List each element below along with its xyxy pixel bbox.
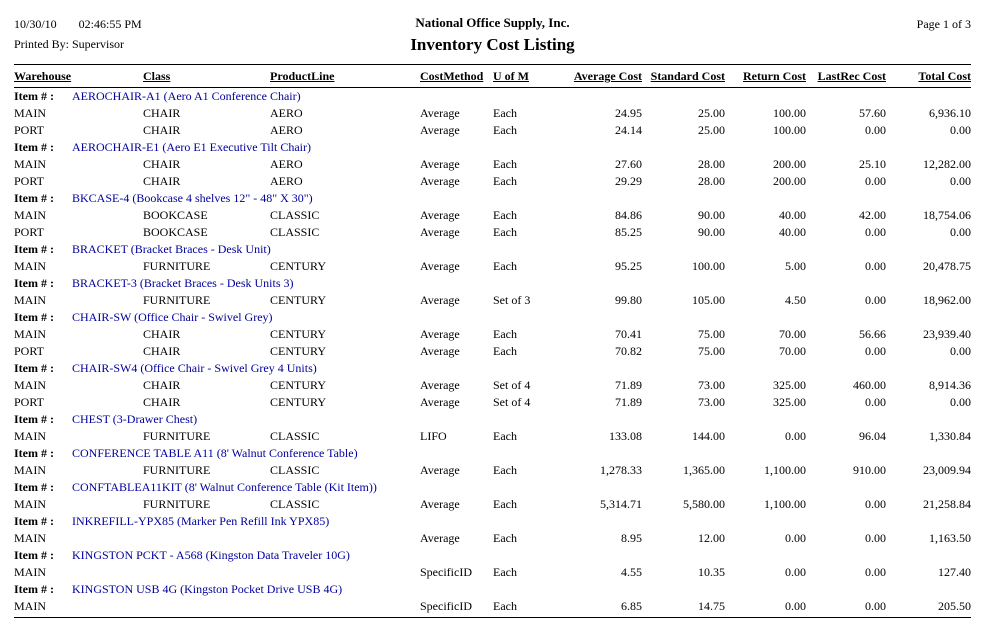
- item-code-link[interactable]: AEROCHAIR-E1 (Aero E1 Executive Tilt Chair): [72, 140, 311, 154]
- cell-cost-method: Average: [420, 174, 460, 188]
- cell-standard-cost: 25.00: [698, 106, 725, 120]
- cell-standard-cost: 28.00: [698, 157, 725, 171]
- warehouse-detail-row: [14, 173, 971, 190]
- cell-class: CHAIR: [143, 344, 181, 358]
- cell-cost-method: Average: [420, 293, 460, 307]
- col-header-return-cost: Return Cost: [743, 69, 806, 83]
- warehouse-detail-row: [14, 207, 971, 224]
- cell-cost-method: Average: [420, 327, 460, 341]
- cell-warehouse: PORT: [14, 174, 44, 188]
- warehouse-detail-row: [14, 224, 971, 241]
- cell-product-line: CENTURY: [270, 395, 327, 409]
- cell-warehouse: MAIN: [14, 106, 46, 120]
- report-date: 10/30/10: [14, 17, 57, 31]
- date-time-line: [14, 14, 264, 34]
- cell-total-cost: 18,754.06: [923, 208, 971, 222]
- cell-product-line: CLASSIC: [270, 208, 320, 222]
- warehouse-detail-row: [14, 496, 971, 513]
- cell-average-cost: 71.89: [615, 378, 642, 392]
- cell-average-cost: 6.85: [621, 599, 642, 613]
- cell-cost-method: Average: [420, 378, 460, 392]
- cell-class: CHAIR: [143, 157, 181, 171]
- item-number-label: Item # :: [14, 191, 54, 205]
- cell-standard-cost: 1,365.00: [683, 463, 725, 477]
- cell-last-rec-cost: 460.00: [853, 378, 886, 392]
- cell-warehouse: MAIN: [14, 565, 46, 579]
- cell-uom: Each: [493, 565, 517, 579]
- cell-last-rec-cost: 57.60: [859, 106, 886, 120]
- cell-standard-cost: 73.00: [698, 395, 725, 409]
- cell-warehouse: MAIN: [14, 327, 46, 341]
- cell-cost-method: Average: [420, 208, 460, 222]
- cell-total-cost: 18,962.00: [923, 293, 971, 307]
- cell-average-cost: 5,314.71: [600, 497, 642, 511]
- report-time: 02:46:55 PM: [78, 17, 142, 31]
- footer-divider: [14, 617, 971, 618]
- cell-uom: Each: [493, 225, 517, 239]
- cell-return-cost: 0.00: [785, 531, 806, 545]
- cell-cost-method: SpecificID: [420, 565, 472, 579]
- cell-return-cost: 0.00: [785, 429, 806, 443]
- cell-warehouse: MAIN: [14, 599, 46, 613]
- item-number-label: Item # :: [14, 412, 54, 426]
- cell-last-rec-cost: 0.00: [865, 395, 886, 409]
- report-table-body: [14, 88, 971, 616]
- cell-product-line: [270, 598, 420, 615]
- item-code-link[interactable]: BRACKET (Bracket Braces - Desk Unit): [72, 242, 271, 256]
- cell-warehouse: MAIN: [14, 259, 46, 273]
- cell-total-cost: 21,258.84: [923, 497, 971, 511]
- cell-last-rec-cost: 0.00: [865, 259, 886, 273]
- cell-return-cost: 0.00: [785, 565, 806, 579]
- cell-return-cost: 70.00: [779, 327, 806, 341]
- col-header-class: Class: [143, 69, 171, 83]
- item-row: [14, 479, 971, 496]
- cell-return-cost: 5.00: [785, 259, 806, 273]
- cell-warehouse: MAIN: [14, 157, 46, 171]
- warehouse-detail-row: [14, 428, 971, 445]
- cell-total-cost: 127.40: [938, 565, 971, 579]
- warehouse-detail-row: [14, 564, 971, 581]
- cell-class: CHAIR: [143, 174, 181, 188]
- warehouse-detail-row: [14, 156, 971, 173]
- item-code-link[interactable]: CHAIR-SW (Office Chair - Swivel Grey): [72, 310, 273, 324]
- warehouse-detail-row: [14, 598, 971, 615]
- cell-standard-cost: 75.00: [698, 344, 725, 358]
- cell-uom: Each: [493, 123, 517, 137]
- cell-product-line: CLASSIC: [270, 225, 320, 239]
- cell-last-rec-cost: 0.00: [865, 174, 886, 188]
- cell-uom: Each: [493, 208, 517, 222]
- company-name: National Office Supply, Inc.: [415, 15, 570, 30]
- cell-cost-method: LIFO: [420, 429, 447, 443]
- cell-cost-method: Average: [420, 123, 460, 137]
- cell-average-cost: 71.89: [615, 395, 642, 409]
- cell-average-cost: 70.82: [615, 344, 642, 358]
- cell-uom: Set of 4: [493, 395, 531, 409]
- cell-standard-cost: 75.00: [698, 327, 725, 341]
- cell-last-rec-cost: 0.00: [865, 497, 886, 511]
- cell-warehouse: MAIN: [14, 497, 46, 511]
- cell-return-cost: 70.00: [779, 344, 806, 358]
- cell-uom: Set of 4: [493, 378, 531, 392]
- cell-cost-method: Average: [420, 259, 460, 273]
- cell-last-rec-cost: 42.00: [859, 208, 886, 222]
- item-code-link[interactable]: BKCASE-4 (Bookcase 4 shelves 12" - 48" X 30"): [72, 191, 313, 205]
- cell-total-cost: 0.00: [950, 225, 971, 239]
- cell-uom: Set of 3: [493, 293, 531, 307]
- cell-total-cost: 8,914.36: [929, 378, 971, 392]
- cell-class: FURNITURE: [143, 429, 211, 443]
- cell-class: [143, 530, 270, 547]
- cell-average-cost: 24.14: [615, 123, 642, 137]
- cell-class: FURNITURE: [143, 463, 211, 477]
- cell-warehouse: PORT: [14, 395, 44, 409]
- warehouse-detail-row: [14, 530, 971, 547]
- cell-product-line: CLASSIC: [270, 463, 320, 477]
- cell-average-cost: 8.95: [621, 531, 642, 545]
- warehouse-detail-row: [14, 105, 971, 122]
- cell-product-line: [270, 530, 420, 547]
- cell-return-cost: 1,100.00: [764, 463, 806, 477]
- cell-return-cost: 0.00: [785, 599, 806, 613]
- cell-total-cost: 0.00: [950, 174, 971, 188]
- cell-return-cost: 100.00: [773, 123, 806, 137]
- cell-product-line: CLASSIC: [270, 429, 320, 443]
- cell-standard-cost: 5,580.00: [683, 497, 725, 511]
- report-header: [14, 14, 971, 56]
- warehouse-detail-row: [14, 122, 971, 139]
- warehouse-detail-row: [14, 258, 971, 275]
- cell-cost-method: Average: [420, 225, 460, 239]
- cell-return-cost: 200.00: [773, 157, 806, 171]
- cell-product-line: CENTURY: [270, 259, 327, 273]
- cell-product-line: CLASSIC: [270, 497, 320, 511]
- cell-total-cost: 0.00: [950, 344, 971, 358]
- col-header-last-rec-cost: LastRec Cost: [817, 69, 886, 83]
- cell-last-rec-cost: 910.00: [853, 463, 886, 477]
- cell-cost-method: Average: [420, 463, 460, 477]
- cell-standard-cost: 90.00: [698, 208, 725, 222]
- cell-class: [143, 564, 270, 581]
- cell-cost-method: Average: [420, 531, 460, 545]
- cell-total-cost: 12,282.00: [923, 157, 971, 171]
- cell-product-line: AERO: [270, 123, 303, 137]
- column-header-row: [14, 65, 971, 88]
- item-row: [14, 513, 971, 530]
- cell-uom: Each: [493, 344, 517, 358]
- cell-return-cost: 40.00: [779, 225, 806, 239]
- cell-uom: Each: [493, 497, 517, 511]
- cell-class: CHAIR: [143, 395, 181, 409]
- cell-return-cost: 40.00: [779, 208, 806, 222]
- item-code-link[interactable]: AEROCHAIR-A1 (Aero A1 Conference Chair): [72, 89, 301, 103]
- cell-cost-method: Average: [420, 344, 460, 358]
- warehouse-detail-row: [14, 326, 971, 343]
- item-number-label: Item # :: [14, 310, 54, 324]
- cell-uom: Each: [493, 463, 517, 477]
- item-code-link[interactable]: INKREFILL-YPX85 (Marker Pen Refill Ink YPX85): [72, 514, 330, 528]
- item-number-label: Item # :: [14, 276, 54, 290]
- item-number-label: Item # :: [14, 446, 54, 460]
- cell-average-cost: 1,278.33: [600, 463, 642, 477]
- item-row: [14, 275, 971, 292]
- warehouse-detail-row: [14, 292, 971, 309]
- item-code-link[interactable]: KINGSTON USB 4G (Kingston Pocket Drive USB 4G): [72, 582, 343, 596]
- cell-class: FURNITURE: [143, 259, 211, 273]
- item-row: [14, 360, 971, 377]
- col-header-uom: U of M: [493, 69, 529, 83]
- header-center-block: [264, 14, 721, 56]
- cell-last-rec-cost: 0.00: [865, 531, 886, 545]
- item-code-link[interactable]: CHEST (3-Drawer Chest): [72, 412, 198, 426]
- cell-class: BOOKCASE: [143, 208, 208, 222]
- cell-product-line: [270, 564, 420, 581]
- cell-average-cost: 133.08: [609, 429, 642, 443]
- item-row: [14, 411, 971, 428]
- cell-uom: Each: [493, 327, 517, 341]
- cell-product-line: CENTURY: [270, 293, 327, 307]
- cell-last-rec-cost: 56.66: [859, 327, 886, 341]
- cell-standard-cost: 100.00: [692, 259, 725, 273]
- item-row: [14, 139, 971, 156]
- col-header-total-cost: Total Cost: [918, 69, 971, 83]
- cell-uom: Each: [493, 259, 517, 273]
- warehouse-detail-row: [14, 343, 971, 360]
- item-number-label: Item # :: [14, 480, 54, 494]
- item-code-link[interactable]: CONFERENCE TABLE A11 (8' Walnut Conference Table): [72, 446, 358, 460]
- cell-average-cost: 99.80: [615, 293, 642, 307]
- cell-uom: Each: [493, 429, 517, 443]
- cell-warehouse: MAIN: [14, 429, 46, 443]
- item-code-link[interactable]: KINGSTON PCKT - A568 (Kingston Data Traveler 10G): [72, 548, 350, 562]
- cell-product-line: CENTURY: [270, 378, 327, 392]
- cell-warehouse: PORT: [14, 225, 44, 239]
- item-row: [14, 309, 971, 326]
- item-code-link[interactable]: CONFTABLEA11KIT (8' Walnut Conference Table (Kit Item)): [72, 480, 377, 494]
- cell-class: FURNITURE: [143, 497, 211, 511]
- cell-product-line: AERO: [270, 157, 303, 171]
- cell-average-cost: 24.95: [615, 106, 642, 120]
- cell-total-cost: 1,330.84: [929, 429, 971, 443]
- cell-last-rec-cost: 96.04: [859, 429, 886, 443]
- warehouse-detail-row: [14, 377, 971, 394]
- page-number: Page 1 of 3: [916, 17, 971, 31]
- cell-warehouse: PORT: [14, 344, 44, 358]
- cell-standard-cost: 14.75: [698, 599, 725, 613]
- cell-class: FURNITURE: [143, 293, 211, 307]
- cell-return-cost: 4.50: [785, 293, 806, 307]
- item-row: [14, 445, 971, 462]
- cell-total-cost: 1,163.50: [929, 531, 971, 545]
- col-header-average-cost: Average Cost: [573, 69, 642, 83]
- cell-total-cost: 23,939.40: [923, 327, 971, 341]
- cell-average-cost: 27.60: [615, 157, 642, 171]
- cell-standard-cost: 28.00: [698, 174, 725, 188]
- cell-class: [143, 598, 270, 615]
- cell-product-line: CENTURY: [270, 344, 327, 358]
- col-header-cost-method: CostMethod: [420, 69, 484, 83]
- cell-warehouse: MAIN: [14, 378, 46, 392]
- cell-standard-cost: 144.00: [692, 429, 725, 443]
- warehouse-detail-row: [14, 462, 971, 479]
- cell-cost-method: Average: [420, 106, 460, 120]
- item-number-label: Item # :: [14, 582, 54, 596]
- item-row: [14, 190, 971, 207]
- col-header-product-line: ProductLine: [270, 69, 335, 83]
- item-row: [14, 241, 971, 258]
- cell-cost-method: Average: [420, 157, 460, 171]
- cell-last-rec-cost: 0.00: [865, 225, 886, 239]
- cell-warehouse: MAIN: [14, 531, 46, 545]
- cell-cost-method: Average: [420, 497, 460, 511]
- item-code-link[interactable]: CHAIR-SW4 (Office Chair - Swivel Grey 4 Units): [72, 361, 317, 375]
- col-header-warehouse: Warehouse: [14, 69, 72, 83]
- cell-uom: Each: [493, 531, 517, 545]
- cell-average-cost: 85.25: [615, 225, 642, 239]
- cell-total-cost: 20,478.75: [923, 259, 971, 273]
- item-number-label: Item # :: [14, 89, 54, 103]
- item-number-label: Item # :: [14, 242, 54, 256]
- cell-last-rec-cost: 0.00: [865, 123, 886, 137]
- cell-standard-cost: 105.00: [692, 293, 725, 307]
- cell-product-line: AERO: [270, 174, 303, 188]
- item-number-label: Item # :: [14, 140, 54, 154]
- cell-standard-cost: 73.00: [698, 378, 725, 392]
- col-header-standard-cost: Standard Cost: [650, 69, 725, 83]
- cell-total-cost: 6,936.10: [929, 106, 971, 120]
- cell-uom: Each: [493, 157, 517, 171]
- cell-average-cost: 29.29: [615, 174, 642, 188]
- cell-uom: Each: [493, 599, 517, 613]
- item-number-label: Item # :: [14, 548, 54, 562]
- cell-product-line: AERO: [270, 106, 303, 120]
- cell-return-cost: 200.00: [773, 174, 806, 188]
- cell-warehouse: MAIN: [14, 293, 46, 307]
- cell-last-rec-cost: 0.00: [865, 344, 886, 358]
- item-row: [14, 547, 971, 564]
- printed-by: Printed By: Supervisor: [14, 37, 124, 51]
- inventory-cost-table: [14, 65, 971, 615]
- cell-warehouse: MAIN: [14, 463, 46, 477]
- cell-total-cost: 205.50: [938, 599, 971, 613]
- cell-uom: Each: [493, 174, 517, 188]
- item-number-label: Item # :: [14, 361, 54, 375]
- cell-standard-cost: 10.35: [698, 565, 725, 579]
- cell-average-cost: 84.86: [615, 208, 642, 222]
- cell-class: CHAIR: [143, 378, 181, 392]
- cell-standard-cost: 25.00: [698, 123, 725, 137]
- cell-class: CHAIR: [143, 327, 181, 341]
- cell-return-cost: 100.00: [773, 106, 806, 120]
- cell-last-rec-cost: 0.00: [865, 565, 886, 579]
- cell-product-line: CENTURY: [270, 327, 327, 341]
- cell-standard-cost: 12.00: [698, 531, 725, 545]
- cell-warehouse: PORT: [14, 123, 44, 137]
- cell-cost-method: SpecificID: [420, 599, 472, 613]
- cell-last-rec-cost: 25.10: [859, 157, 886, 171]
- cell-return-cost: 325.00: [773, 378, 806, 392]
- cell-total-cost: 0.00: [950, 123, 971, 137]
- item-number-label: Item # :: [14, 514, 54, 528]
- cell-average-cost: 4.55: [621, 565, 642, 579]
- item-code-link[interactable]: BRACKET-3 (Bracket Braces - Desk Units 3): [72, 276, 294, 290]
- cell-last-rec-cost: 0.00: [865, 599, 886, 613]
- cell-total-cost: 0.00: [950, 395, 971, 409]
- cell-class: CHAIR: [143, 123, 181, 137]
- cell-cost-method: Average: [420, 395, 460, 409]
- cell-class: BOOKCASE: [143, 225, 208, 239]
- cell-last-rec-cost: 0.00: [865, 293, 886, 307]
- cell-return-cost: 325.00: [773, 395, 806, 409]
- cell-standard-cost: 90.00: [698, 225, 725, 239]
- cell-total-cost: 23,009.94: [923, 463, 971, 477]
- report-title: Inventory Cost Listing: [410, 35, 575, 54]
- header-left-block: [14, 14, 264, 54]
- cell-class: CHAIR: [143, 106, 181, 120]
- cell-return-cost: 1,100.00: [764, 497, 806, 511]
- cell-average-cost: 95.25: [615, 259, 642, 273]
- cell-uom: Each: [493, 106, 517, 120]
- warehouse-detail-row: [14, 394, 971, 411]
- item-row: [14, 581, 971, 598]
- item-row: [14, 88, 971, 106]
- cell-warehouse: MAIN: [14, 208, 46, 222]
- cell-average-cost: 70.41: [615, 327, 642, 341]
